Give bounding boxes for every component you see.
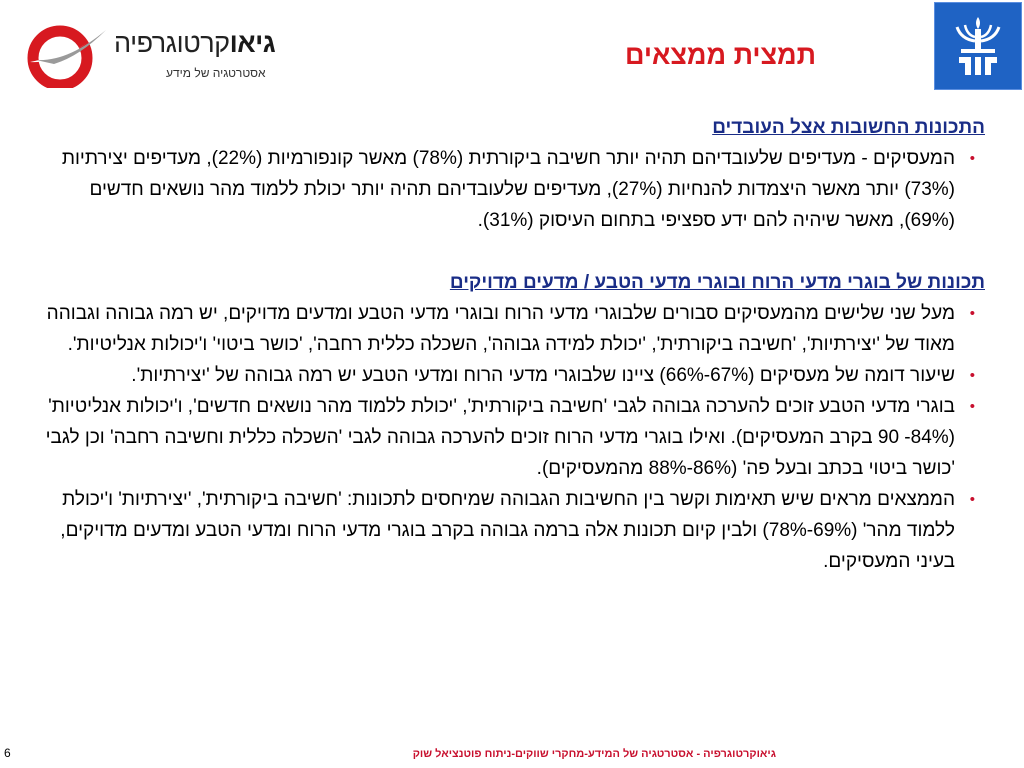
list-item: • המעסיקים - מעדיפים שלעובדיהם תהיה יותר חשיבה ביקורתית (78%) מאשר קונפורמיות (22%), מעדיפים יצירתיות (73%) יותר מאשר היצמדות להנחיות (27%), מעדיפים שלעובדיהם תהיה יותר יכולת ללמוד מהר נושאים חדשים (69%), מאשר שיהיה להם ידע ספציפי בתחום העיסוק (31%). [30, 143, 985, 236]
geocartography-logo [18, 22, 276, 88]
list-item: • מעל שני שלישים מהמעסיקים סבורים שלבוגרי מדעי הרוח ובוגרי מדעי הטבע ומדעים מדויקים, יש רמה גבוהה וגבוהה מאוד של 'יצירתיות', 'חשיבה ביקורתית', 'יכולת למידה גבוהה', השכלה כללית רחבה', 'כושר ביטוי' ו'יכולות אנליטיות'. [30, 298, 985, 360]
bullet-list [30, 298, 985, 577]
page-number: 6 [4, 746, 11, 760]
bullet-icon: • [969, 150, 975, 167]
list-item: • הממצאים מראים שיש תאימות וקשר בין החשיבות הגבוהה שמיחסים לתכונות: 'חשיבה ביקורתית', 'יצירתיות' ו'יכולת ללמוד מהר' (69%-78%) ולבין קיום תכונות אלה ברמה גבוהה בקרב בוגרי מדעי הרוח ומדעי הטבע ומדעים מדויקים, בעיני המעסיקים. [30, 484, 985, 577]
bullet-icon: • [969, 367, 975, 384]
bullet-icon: • [969, 398, 975, 415]
list-item: • שיעור דומה של מעסיקים (67%-66%) ציינו שלבוגרי מדעי הרוח ומדעי הטבע יש רמה גבוהה של 'יצירתיות'. [30, 360, 985, 391]
slide-content [30, 112, 985, 577]
bullet-icon: • [969, 491, 975, 508]
page-title: תמצית ממצאים [624, 40, 816, 70]
list-item: • בוגרי מדעי הטבע זוכים להערכה גבוהה לגבי 'חשיבה ביקורתית', 'יכולת ללמוד מהר נושאים חדשים', ו'יכולות אנליטיות' (84%- 90 בקרב המעסיקים). ואילו בוגרי מדעי הרוח זוכים להערכה גבוהה לגבי 'השכלה כללית וחשיבה רחבה' וכן לגבי 'כושר ביטוי בכתב ובעל פה' (86%-88% מהמעסיקים). [30, 391, 985, 484]
bullet-icon: • [969, 305, 975, 322]
section-heading: התכונות החשובות אצל העובדים [712, 117, 985, 138]
logo-tagline: אסטרטגיה של מידע [166, 66, 266, 80]
section-heading: תכונות של בוגרי מדעי הרוח ובוגרי מדעי הטבע / מדעים מדויקים [449, 272, 985, 293]
geocartography-swoosh-icon [18, 22, 110, 88]
footer-text: גיאוקרטוגרפיה - אסטרטגיה של המידע-מחקרי שווקים-ניתוח פוטנציאל שוק [412, 748, 776, 760]
menorah-icon [935, 3, 1021, 89]
logo-name: גיאוקרטוגרפיה [114, 28, 276, 58]
tel-aviv-university-logo [934, 2, 1022, 90]
bullet-list [30, 143, 985, 236]
